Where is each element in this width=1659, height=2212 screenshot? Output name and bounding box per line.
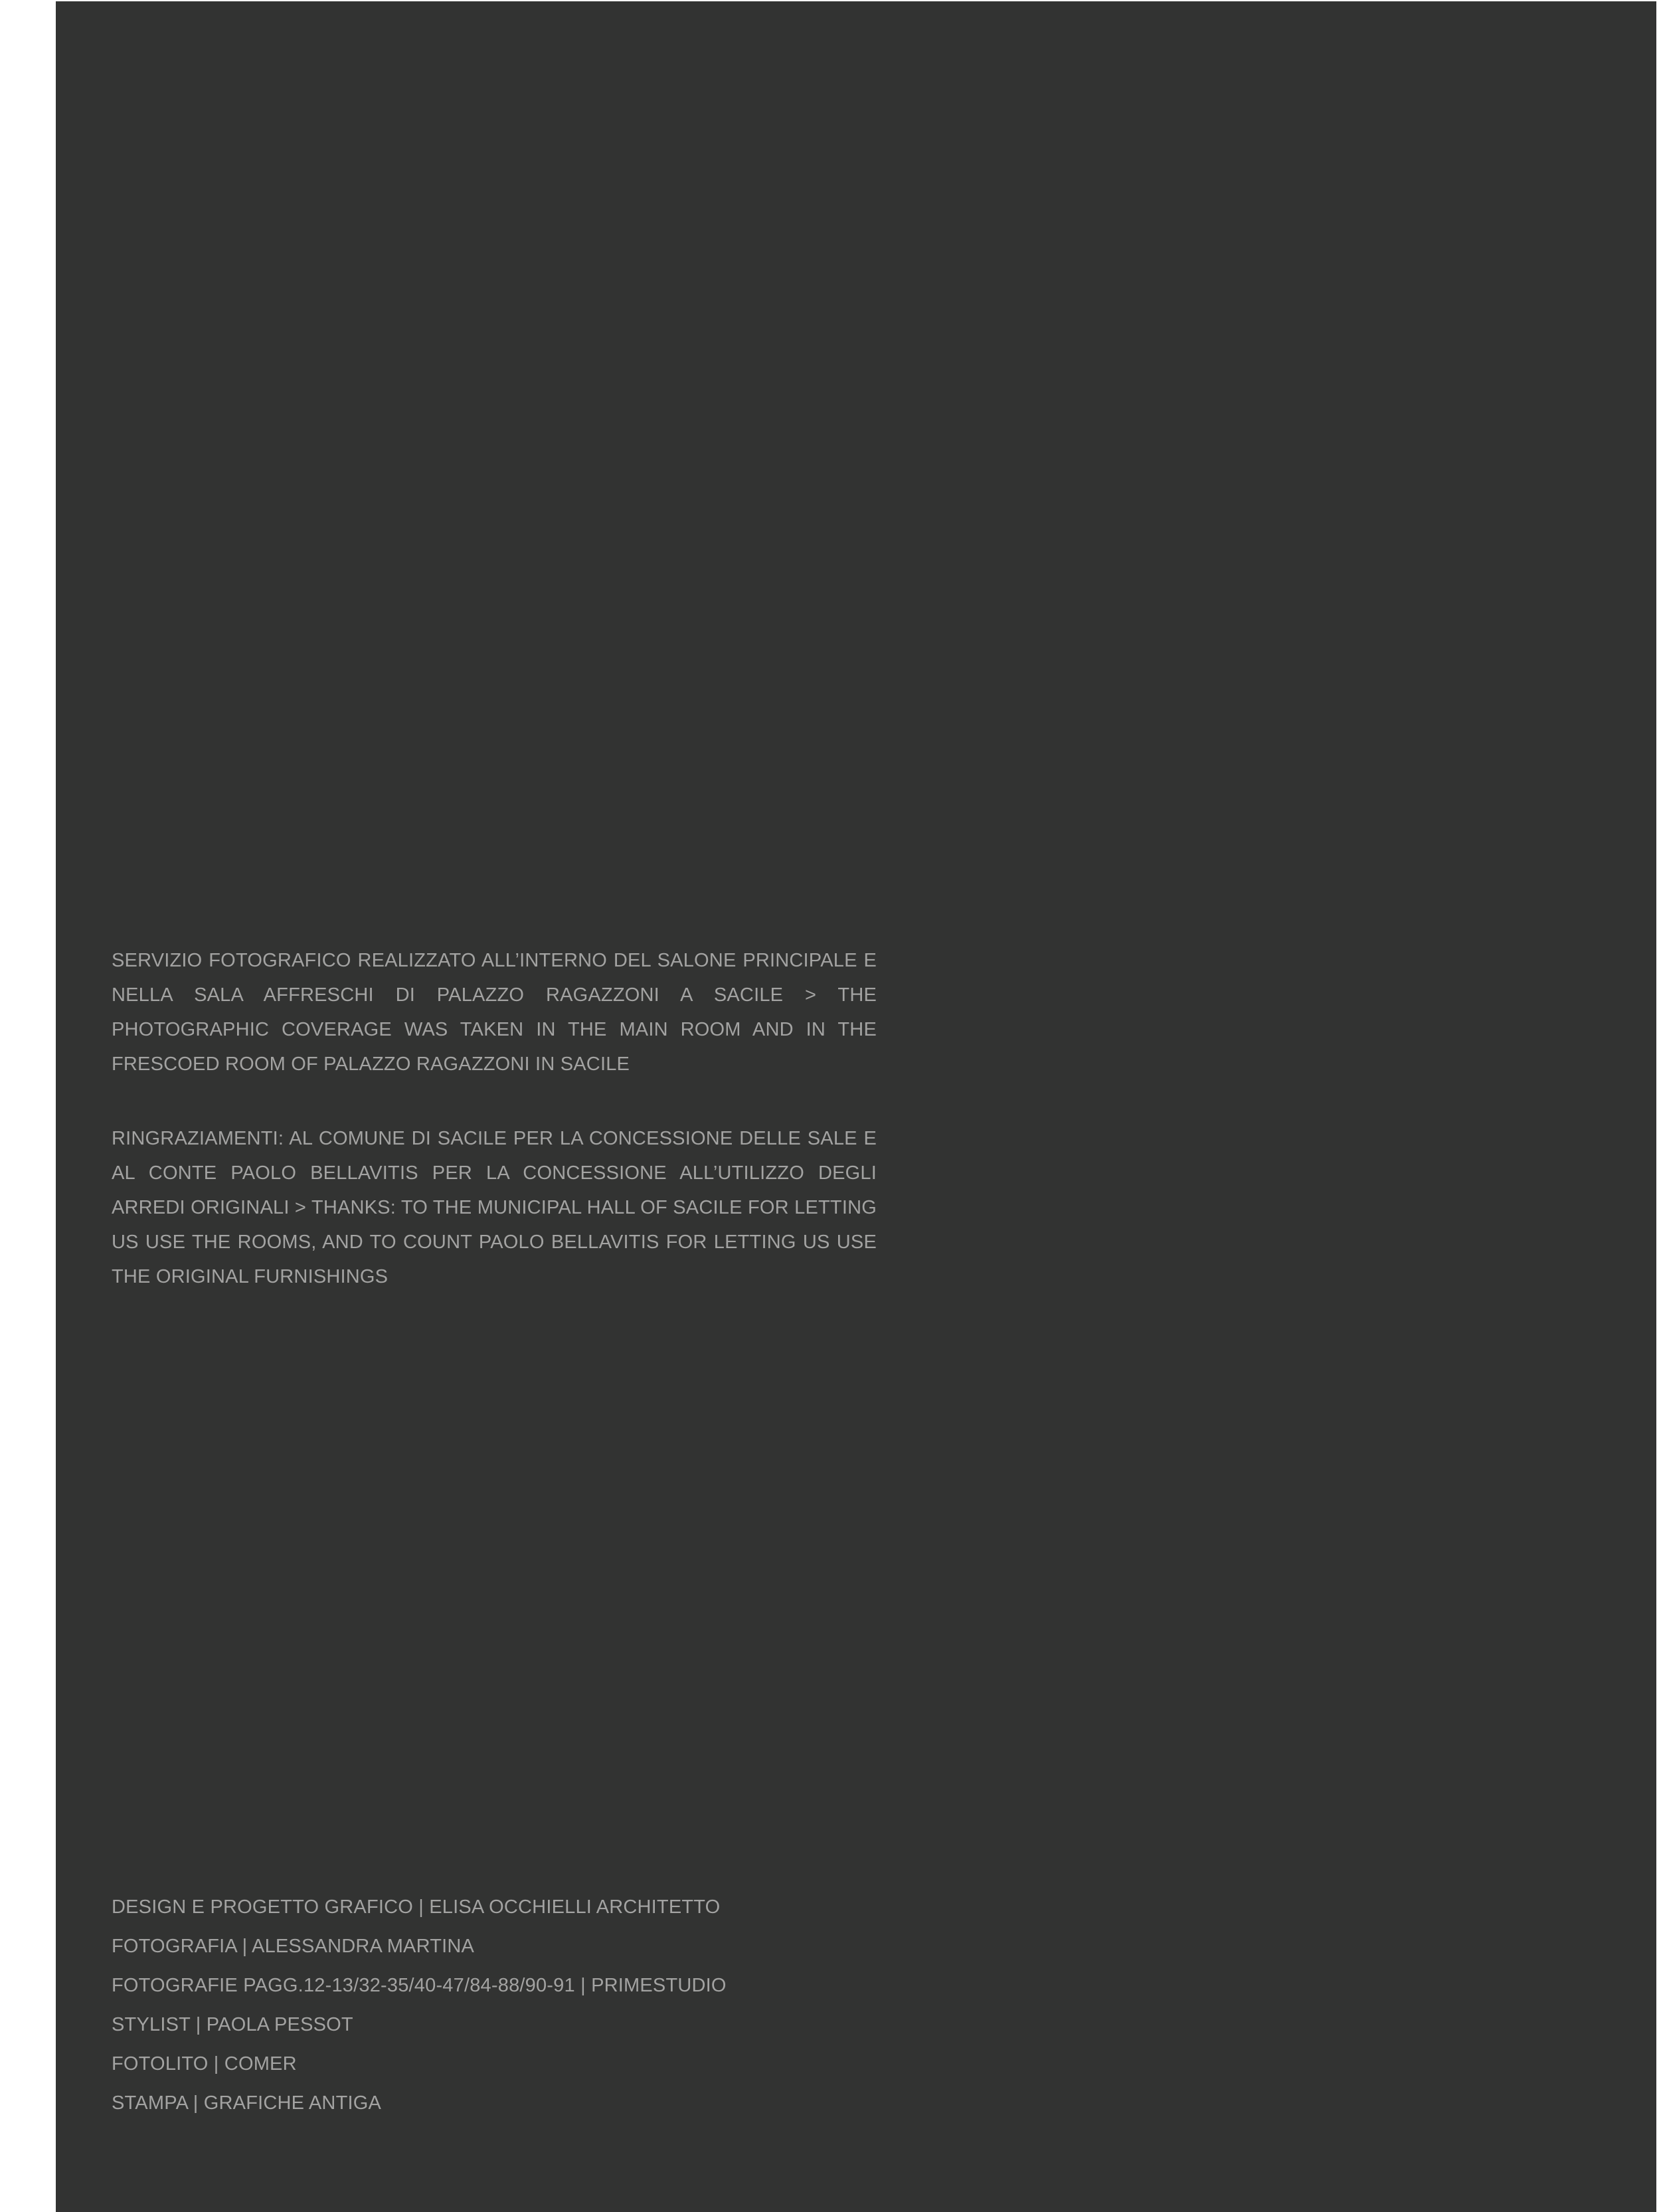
colophon-print-credit: STAMPA | GRAFICHE ANTIGA [112, 2092, 382, 2114]
intro-section [112, 943, 877, 1081]
colophon-stylist-credit: STYLIST | PAOLA PESSOT [112, 2014, 353, 2035]
colophon-design-credit: DESIGN E PROGETTO GRAFICO | ELISA OCCHIELLI ARCHITETTO [112, 1896, 721, 1918]
colophon [112, 1888, 727, 2123]
colophon-photo-pages-credit: FOTOGRAFIE PAGG.12-13/32-35/40-47/84-88/90-91 | PRIMESTUDIO [112, 1975, 727, 1996]
acknowledgements-section [112, 1121, 877, 1294]
colophon-photography-credit: FOTOGRAFIA | ALESSANDRA MARTINA [112, 1936, 475, 1957]
acknowledgements-text: RINGRAZIAMENTI: AL COMUNE DI SACILE PER LA CONCESSIONE DELLE SALE E AL CONTE PAOLO BELLAVITIS PER LA CONCESSIONE ALL’UTILIZZO DEGLI ARREDI ORIGINALI > THANKS: TO THE MUNICIPAL HALL OF SACILE FOR LETTING US USE THE ROOMS, AND TO COUNT PAOLO BELLAVITIS FOR LETTING US USE THE ORIGINAL FURNISHINGS [112, 1128, 877, 1287]
dark-page [56, 1, 1656, 2212]
colophon-photolitho-credit: FOTOLITO | COMER [112, 2053, 297, 2074]
photo-shoot-description: SERVIZIO FOTOGRAFICO REALIZZATO ALL’INTERNO DEL SALONE PRINCIPALE E NELLA SALA AFFRESCHI DI PALAZZO RAGAZZONI A SACILE > THE PHOTOGRAPHIC COVERAGE WAS TAKEN IN THE MAIN ROOM AND IN THE FRESCOED ROOM OF PALAZZO RAGAZZONI IN SACILE [112, 950, 877, 1075]
